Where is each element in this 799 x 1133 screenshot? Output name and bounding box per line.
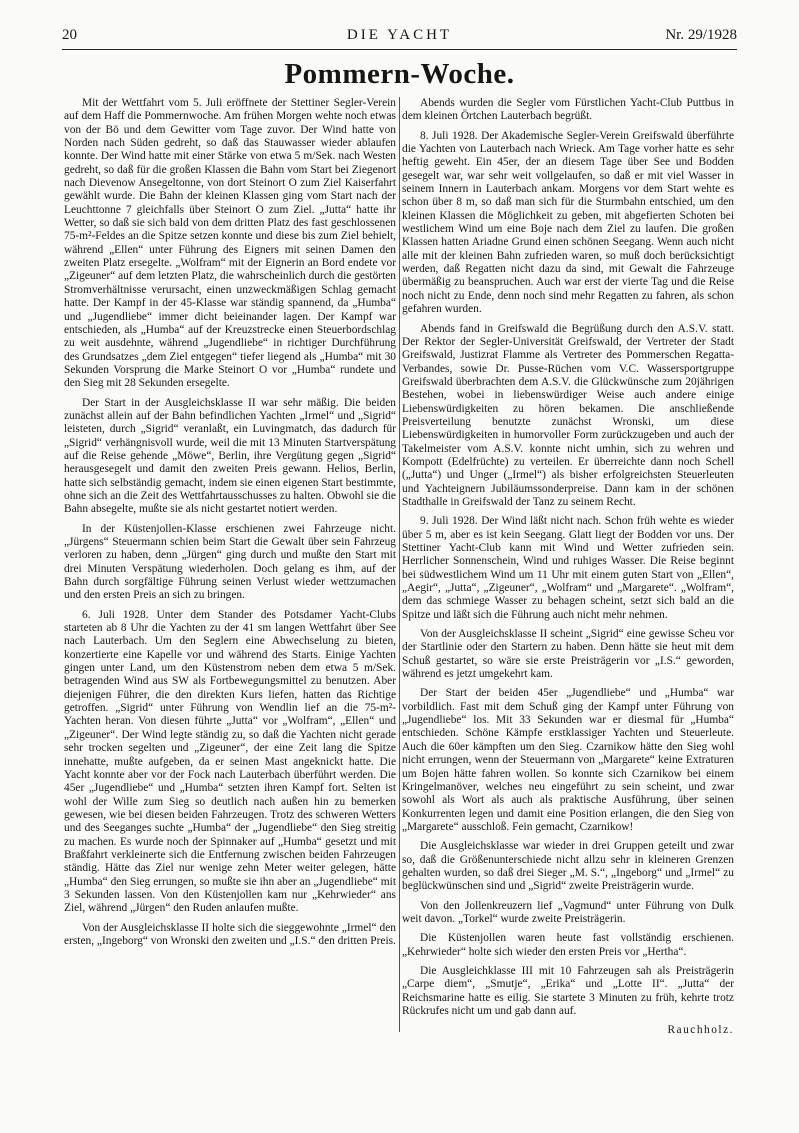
- right-column: [402, 97, 734, 1097]
- magazine-name: DIE YACHT: [346, 27, 453, 43]
- header-rule: [62, 49, 737, 50]
- paragraph: Mit der Wettfahrt vom 5. Juli eröffnete der Stettiner Segler-Verein auf dem Haff die Pommernwoche. Am frühen Morgen wehte noch etwas von der Bö und dem Gewitter vom Tage zuvor. Der Wind hatte von Norden nach Süden gedreht, so daß das Stauwasser wieder ablaufen konnte. Der Wind hatte mit einer Stärke von etwa 5 m/Sek. nach Westen gedreht, so daß für die großen Klassen die Bahn vom Start bei Ziegenort nach Dievenow Ansegeltonne, von dort Steinort O zum Ziel Kaiserfahrt gewählt wurde. Die Bahn der kleinen Klassen ging vom Start nach der Leuchttonne 7 gleichfalls über Steinort O zum Ziel. „Jutta“ hatte ihr Wetter, so daß sie sich bald von dem dritten Platz des fast geschlossenen 75-m²-Feldes an die Spitze setzen konnte und diese bis zum Ziel behielt, während „Ellen“ unter Führung des Eigners mit seinen Damen den zweiten Platz ersegelte. „Wolfram“ mit der Eignerin an Bord endete vor „Zigeuner“ auf dem letzten Platz, die wahrscheinlich durch die gestörten Stromverhältnisse verursacht, einen unzweckmäßigen Schlag gemacht hatte. Der Kampf in der 45-Klasse war ständig spannend, da „Humba“ und „Jugendliebe“ immer dicht beieinander lagen. Der Kampf war entschieden, als „Humba“ auf der Kreuzstrecke einen Steuerbordschlag zu weit ausdehnte, während „Jugendliebe“ in richtiger Durchführung des Grundsatzes „dem Ziel entgegen“ tiefer liegend als „Humba“ mit 30 Sekunden Vorsprung die Marke Steinort O vor „Humba“ rundete und den Sieg mit 28 Sekunden ersegelte.: [64, 97, 396, 390]
- running-header: [62, 24, 737, 46]
- paragraph: Von der Ausgleichsklasse II holte sich die sieggewohnte „Irmel“ den ersten, „Ingeborg“ von Wronski den zweiten und „I.S.“ den dritten Preis.: [64, 921, 396, 947]
- paragraph: Der Start in der Ausgleichsklasse II war sehr mäßig. Die beiden zunächst allein auf der Bahn befindlichen Yachten „Irmel“ und „Sigrid“ leisteten, durch „Sigrid“ veranlaßt, ein Luvingmatch, das dadurch für „Sigrid“ verhängnisvoll wurde, weil die mit 13 Minuten Startverspätung auf die Reise gehende „Möwe“, Berlin, ihre Vergütung gegen „Sigrid“ herausgesegelt und damit den zweiten Preis gewann. Helios, Berlin, hatte sich selbständig gemacht, indem sie einen eigenen Start bestimmte, ohne sich an die Zeit des Wettfahrtausschusses zu halten. Obwohl sie die Bahn absegelte, mußte sie als nicht gestartet notiert werden.: [64, 396, 396, 516]
- paragraph: 8. Juli 1928. Der Akademische Segler-Verein Greifswald überführte die Yachten von Lauterbach nach Wrieck. Am Tage vorher hatte es sehr heftig geweht. Ein 45er, der an diesem Tage über See und Bodden gesegelt war, war sehr weit vollgelaufen, so daß er mit viel Wasser in seinem Innern in Lauterbach ankam. Morgens vor dem Start wehte es schon über 8 m, so daß man sich für die Sturmbahn entschied, um den kleinen Klassen die Möglichkeit zu geben, mit abgefierten Schoten bei westlichem Wind um eine Boje nach dem Ziel zu laufen. Die großen Klassen hatten Ariadne Grund einen schönen Seegang. Wenn auch nicht alle mit der kleinen Bahn zufrieden waren, so muß doch berücksichtigt werden, daß Regatten nicht dazu da sind, mit Gewalt die Fahrzeuge übermäßig zu beanspruchen. Auch war erst der vierte Tag und die Reise noch nicht zu Ende, denn noch sind mehr Regatten zu fahren, als schon gefahren wurden.: [402, 129, 734, 316]
- page-number: 20: [62, 27, 77, 43]
- paragraph: Der Start der beiden 45er „Jugendliebe“ und „Humba“ war vorbildlich. Fast mit dem Schuß ging der Kampf unter Führung von „Jugendliebe“ los. Mit 33 Sekunden war er diesmal für „Humba“ entschieden. Schöne Kämpfe erstklassiger Yachten und Steuerleute. Auch die 60er kämpften um den Sieg. Czarnikow hätte den Sieg wohl nicht errungen, wenn der Steuermann von „Margarete“ keine Extraturen um Bojen hätte fahren wollen. So konnte sich Czarnikow bei einem Kringelmanöver, welches neu eingeführt zu sein scheint, und zwar sowohl als Wort als auch als praktische Ausführung, über seinen Konkurrenten legen und damit eine Position erlangen, die den Sieg von „Margarete“ ausschloß. Fein gemacht, Czarnikow!: [402, 687, 734, 833]
- paragraph: Die Küstenjollen waren heute fast vollständig erschienen. „Kehrwieder“ holte sich wieder den ersten Preis vor „Hertha“.: [402, 932, 734, 958]
- paragraph: Von den Jollenkreuzern lief „Vagmund“ unter Führung von Dulk weit davon. „Torkel“ wurde zweite Preisträgerin.: [402, 899, 734, 925]
- paragraph: 9. Juli 1928. Der Wind läßt nicht nach. Schon früh wehte es wieder über 5 m, aber es ist kein Seegang. Glatt liegt der Bodden vor uns. Der Stettiner Yacht-Club kann mit Wind und Wetter zufrieden sein. Herrlicher Sonnenschein, Wind und ruhiges Wasser. Die Reise beginnt bei südwestlichem Wind um 11 Uhr mit einem guten Start von „Ellen“, „Aegir“, „Jutta“, „Zigeuner“, „Wolfram“ und „Margarete“. „Wolfram“, dem das schmiege Wasser zu behagen scheint, setzt sich bald an die Spitze und läßt sich die Führung auch nicht mehr nehmen.: [402, 515, 734, 621]
- issue-number: Nr. 29/1928: [665, 27, 737, 43]
- paragraph: 6. Juli 1928. Unter dem Stander des Potsdamer Yacht-Clubs starteten ab 8 Uhr die Yachten zu der 41 sm langen Wettfahrt über See nach Lauterbach. Um den Seglern eine Abwechselung zu bieten, konzertierte eine Kapelle vor und während des Starts. Einige Yachten gingen unter Land, um den Küstenstrom neben dem etwa 5 m/Sek. betragenden Wind aus SW als Fortbewegungsmittel zu benutzen. Aber diejenigen Führer, die den direkten Kurs liefen, hatten das Richtige getroffen. „Sigrid“ unter Führung von Wendlin lief an die 75-m²-Yachten heran. Von diesen führte „Jutta“ vor „Wolfram“, „Ellen“ und „Zigeuner“. Der Wind legte ständig zu, so daß die Yachten nicht gerade sehr trocken segelten und „Zigeuner“, der eine Zeit lang die Spitze innehatte, mußte aufgeben, da er seinen Mast angeknickt hatte. Die Yacht konnte aber vor der Fock nach Lauterbach überführt werden. Die 45er „Jugendliebe“ und „Humba“ setzten ihren Kampf fort. Selten ist wohl der Wille zum Sieg so deutlich nach außen hin zu bemerken gewesen, wie bei diesen beiden Fahrzeugen. Trotz des schweren Wetters und des Seeganges suchte „Humba“ der „Jugendliebe“ den Sieg streitig zu machen. Es wurde noch der Spinnaker auf „Humba“ gesetzt und mit Braßfahrt verkleinerte sich die Entfernung zwischen beiden Fahrzeugen ständig. Hätte das Ziel nur wenige zehn Meter weiter gelegen, hätte „Humba“ den Sieg errungen, so mußte sie ihn aber an „Jugendliebe“ mit 3 Sekunden lassen. Von den Küstenjollen kam nur „Kehrwieder“ ans Ziel, während „Jürgen“ den Ruden anlaufen mußte.: [64, 608, 396, 915]
- article-title: Pommern-Woche.: [284, 58, 515, 90]
- left-column: [64, 97, 396, 1097]
- paragraph: Abends fand in Greifswald die Begrüßung durch den A.S.V. statt. Der Rektor der Segler-Universität Greifswald, der Vertreter der Stadt Greifswald, Justizrat Flamme als Vertreter des Pommerschen Regatta-Verbandes, sowie Dr. Pusse-Rüchen vom V.C. Wassersportgruppe Greifswald überbrachten dem A.S.V. die Glückwünsche zum 20jährigen Bestehen, wobei in liebenswürdiger Weise auch andere einige Liebenswürdigkeiten zu hören bekamen. Die anschließende Preisverteilung benutzte zunächst Wronski, um diese Liebenswürdigkeiten in humorvoller Form zurückzugeben und auch der Takelmeister vom A.S.V. konnte nicht umhin, sich zu wehren und Kompott (Edelfrüchte) zu verteilen. Er überreichte dann noch Schell („Jutta“) und Unger („Irmel“) als bisher erfolgreichsten Steuerleuten und Yachteignern Jubiläumssonderpreise. Dann kam in der schönen Stadthalle in Greifswald der Tanz zu seinem Recht.: [402, 322, 734, 508]
- paragraph: Von der Ausgleichsklasse II scheint „Sigrid“ eine gewisse Scheu vor der Startlinie oder den Startern zu haben. Denn hätte sie heut mit dem Schuß gestartet, so wäre sie erste Preisträgerin vor „I.S.“ geworden, während es jetzt umgekehrt kam.: [402, 628, 734, 681]
- paragraph: In der Küstenjollen-Klasse erschienen zwei Fahrzeuge nicht. „Jürgens“ Steuermann schien beim Start die Gewalt über sein Fahrzeug verloren zu haben, denn „Jürgen“ ging durch und mußte den Start mit drei Minuten Verspätung wiederholen. Doch gelang es ihm, auf der Bahn durch sorgfältige Führung seinen Verlust wieder wettzumachen und den ersten Preis an sich zu bringen.: [64, 522, 396, 602]
- paragraph: Die Ausgleichklasse III mit 10 Fahrzeugen sah als Preisträgerin „Carpe diem“, „Smutje“, „Erika“ und „Lotte II“. „Jutta“ der Reichsmarine hatte es eilig. Sie startete 3 Minuten zu früh, kehrte trotz Rückrufes nicht um und gab dann auf.: [402, 964, 734, 1017]
- paragraph: Die Ausgleichsklasse war wieder in drei Gruppen geteilt und zwar so, daß die Größenunterschiede nicht allzu sehr in kleineren Grenzen gehalten wurden, so daß drei Sieger „M. S.“, „Ingeborg“ und „Irmel“ zu beglückwünschen sind und „Sigrid“ zweite Preisträgerin wurde.: [402, 840, 734, 893]
- author-signature: Rauchholz.: [667, 1024, 734, 1037]
- paragraph: Abends wurden die Segler vom Fürstlichen Yacht-Club Puttbus in dem kleinen Örtchen Lauterbach begrüßt.: [402, 97, 734, 123]
- column-divider: [399, 97, 400, 1032]
